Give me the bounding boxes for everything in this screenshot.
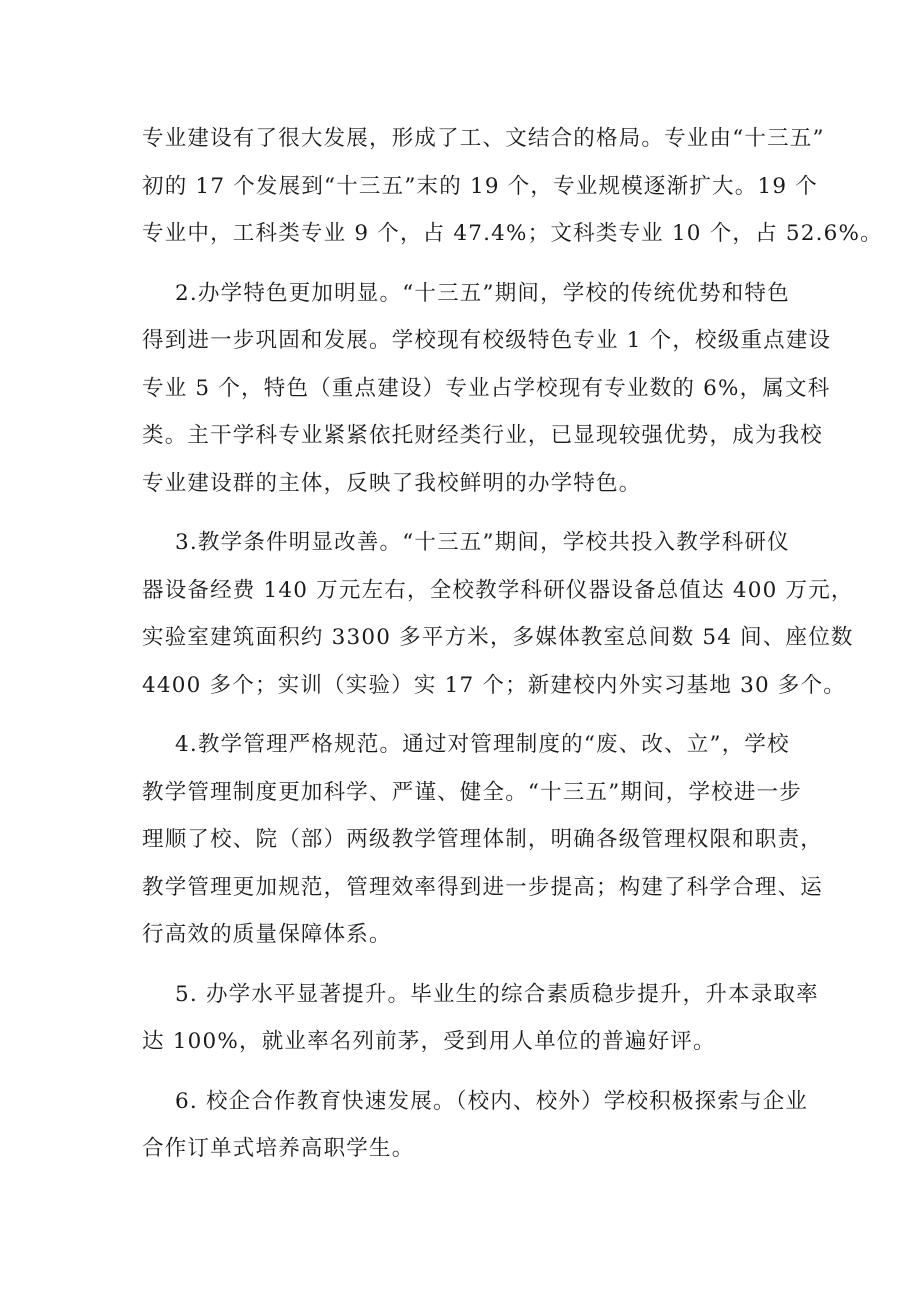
text-line: 教学管理制度更加科学、严谨、健全。“十三五”期间，学校进一步	[142, 779, 802, 805]
paragraph-1	[142, 115, 883, 258]
document-body	[142, 115, 883, 1173]
text-line: 教学管理更加规范，管理效率得到进一步提高；构建了科学合理、运	[142, 874, 824, 900]
text-line: 专业建设群的主体，反映了我校鲜明的办学特色。	[142, 470, 642, 496]
text-line: 专业 5 个，特色（重点建设）专业占学校现有专业数的 6%，属文科	[142, 375, 831, 401]
text-line: 行高效的质量保障体系。	[142, 922, 392, 947]
text-line: 3.教学条件明显改善。“十三五”期间，学校共投入教学科研仪	[175, 530, 790, 555]
text-line: 6. 校企合作教育快速发展。（校内、校外）学校积极探索与企业	[175, 1088, 809, 1114]
paragraph-5	[142, 971, 819, 1066]
text-line: 专业中，工科类专业 9 个，占 47.4%；文科类专业 10 个，占 52.6%。	[142, 221, 883, 246]
text-line: 实验室建筑面积约 3300 多平方米，多媒体教室总间数 54 间、座位数	[142, 625, 854, 650]
paragraph-gap	[142, 258, 792, 270]
paragraph-3	[142, 519, 854, 709]
paragraph-4	[142, 721, 824, 959]
text-line: 达 100%，就业率名列前茅，受到用人单位的普遍好评。	[142, 1029, 716, 1054]
text-line: 专业建设有了很大发展，形成了工、文结合的格局。专业由“十三五”	[142, 126, 825, 151]
paragraph-6	[142, 1078, 809, 1173]
text-line: 类。主干学科专业紧紧依托财经类行业，已显现较强优势，成为我校	[142, 423, 824, 448]
text-line: 2.办学特色更加明显。“十三五”期间，学校的传统优势和特色	[175, 280, 790, 306]
paragraph-gap	[142, 959, 792, 971]
text-line: 理顺了校、院（部）两级教学管理体制，明确各级管理权限和职责，	[142, 827, 824, 852]
text-line: 初的 17 个发展到“十三五”末的 19 个，专业规模逐渐扩大。19 个	[142, 173, 818, 199]
text-line: 器设备经费 140 万元左右，全校教学科研仪器设备总值达 400 万元，	[142, 577, 854, 603]
paragraph-gap	[142, 1066, 792, 1078]
paragraph-gap	[142, 709, 792, 721]
text-line: 5. 办学水平显著提升。毕业生的综合素质稳步提升，升本录取率	[175, 981, 819, 1007]
text-line: 4.教学管理严格规范。通过对管理制度的“废、改、立”，学校	[175, 732, 790, 757]
paragraph-2	[142, 270, 832, 508]
paragraph-gap	[142, 507, 792, 519]
text-line: 合作订单式培养高职学生。	[142, 1136, 415, 1161]
text-line: 4400 多个；实训（实验）实 17 个；新建校内外实习基地 30 多个。	[142, 672, 847, 698]
text-line: 得到进一步巩固和发展。学校现有校级特色专业 1 个，校级重点建设	[142, 328, 832, 353]
